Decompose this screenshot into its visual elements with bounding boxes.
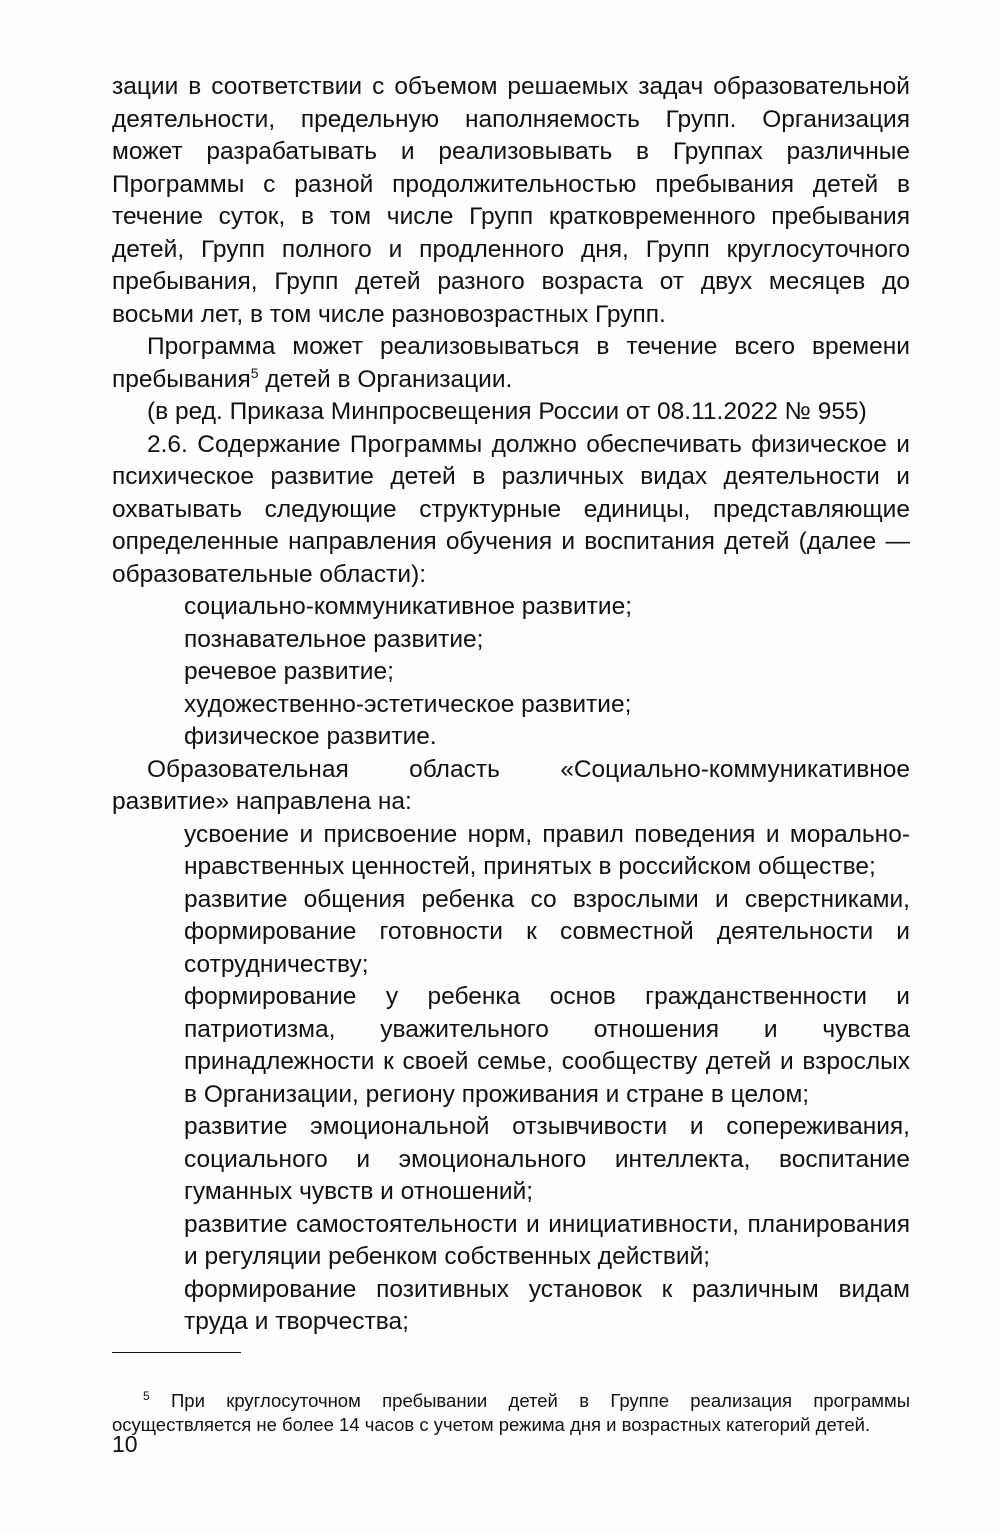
social-area-intro: Образовательная область «Социально-коммуникативное развитие» направлена на: — [112, 755, 910, 815]
footnote-mark: 5 — [143, 1388, 150, 1403]
list-item: познавательное развитие; — [184, 625, 484, 653]
list-item: развитие самостоятельности и инициативности, планирования и регуляции ребенком собственных действий; — [184, 1210, 910, 1270]
footnote — [112, 1389, 910, 1437]
paragraph-continuation: зации в соответствии с объемом решаемых задач образовательной деятельности, предельную наполняемость Групп. Организация может разрабатывать и реализовывать в Группах различные Программы с разной продолжительностью пребывания детей в течение суток, в том числе Групп кратковременного пребывания детей, Групп полного и продленного дня, Групп круглосуточного пребывания, Групп детей разного возраста от двух месяцев до восьми лет, в том числе разновозрастных Групп. — [112, 73, 910, 328]
amendment-note: (в ред. Приказа Минпросвещения России от 08.11.2022 № 955) — [147, 398, 867, 425]
footnote-reference: 5 — [250, 364, 259, 381]
main-text — [112, 71, 910, 1339]
social-area-list — [112, 819, 910, 1339]
list-item: физическое развитие. — [184, 723, 437, 750]
list-item: речевое развитие; — [184, 658, 394, 685]
list-item: развитие эмоциональной отзывчивости и сопереживания, социального и эмоционального интеллекта, воспитание гуманных чувств и отношений; — [184, 1113, 910, 1205]
list-item: формирование у ребенка основ гражданственности и патриотизма, уважительного отношения и чувства принадлежности к своей семье, сообществу детей и взрослых в Организации, региону проживания и стране в целом; — [184, 983, 910, 1108]
list-item: развитие общения ребенка со взрослыми и сверстниками, формирование готовности к совместной деятельности и сотрудничеству; — [184, 885, 910, 978]
footnote-text: При круглосуточном пребывании детей в Группе реализация программы осуществляется не более 14 часов с учетом режима дня и возрастных категорий детей. — [112, 1389, 910, 1435]
page-number: 10 — [112, 1431, 138, 1457]
paragraph-program-time — [112, 331, 910, 396]
list-item: социально-коммуникативное развитие; — [184, 593, 633, 620]
paragraph-program-time-end: детей в Организации. — [258, 365, 513, 393]
educational-areas-list — [112, 591, 910, 754]
paragraph-program-time-text: Программа может реализовываться в течение всего времени пребывания — [112, 333, 910, 393]
footnote-divider — [112, 1352, 241, 1353]
paragraph-2-6: 2.6. Содержание Программы должно обеспечивать физическое и психическое развитие детей в различных видах деятельности и охватывать следующие структурные единицы, представляющие определенные направления обучения и воспитания детей (далее — образовательные области): — [112, 430, 910, 588]
list-item: художественно-эстетическое развитие; — [184, 690, 632, 718]
list-item: усвоение и присвоение норм, правил поведения и морально-нравственных ценностей, принятых в российском обществе; — [184, 820, 910, 880]
list-item: формирование позитивных установок к различным видам труда и творчества; — [184, 1275, 910, 1335]
